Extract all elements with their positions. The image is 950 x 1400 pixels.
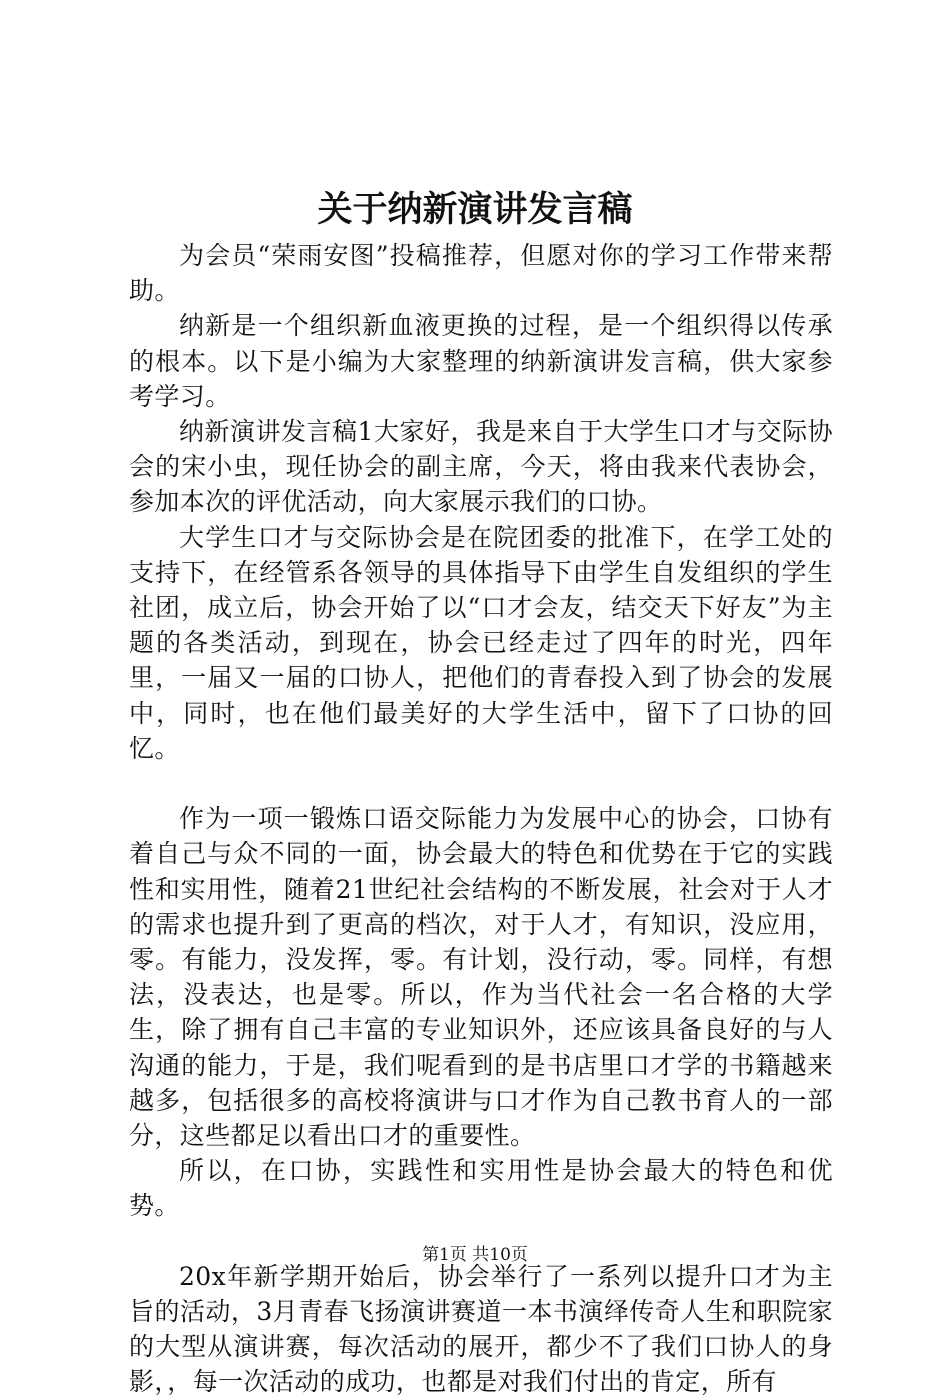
document-body	[129, 238, 833, 1400]
page-number-footer: 第1页 共10页	[422, 1245, 528, 1265]
paragraph-recommendation: 为会员“荣雨安图”投稿推荐，但愿对你的学习工作带来帮助。	[129, 241, 833, 306]
paragraph-greeting: 纳新演讲发言稿1大家好，我是来自于大学生口才与交际协会的宋小虫，现任协会的副主席，今天，将由我来代表协会，参加本次的评优活动，向大家展示我们的口协。	[129, 417, 833, 517]
paragraph-activities: 20x年新学期开始后，协会举行了一系列以提升口才为主旨的活动，3月青春飞扬演讲赛道一本书演绎传奇人生和职院家的大型从演讲赛，每次活动的展开，都少不了我们口协人的身影，，每一次活动的成功，也都是对我们付出的肯定，所有	[129, 1261, 833, 1397]
document-title: 关于纳新演讲发言稿	[317, 189, 633, 230]
paragraph-intro: 纳新是一个组织新血液更换的过程，是一个组织得以传承的根本。以下是小编为大家整理的纳新演讲发言稿，供大家参考学习。	[129, 311, 833, 411]
paragraph-conclusion: 所以，在口协，实践性和实用性是协会最大的特色和优势。	[129, 1156, 833, 1221]
paragraph-association-features: 作为一项一锻炼口语交际能力为发展中心的协会，口协有着自己与众不同的一面，协会最大的特色和优势在于它的实践性和实用性，随着21世纪社会结构的不断发展，社会对于人才的需求也提升到了更高的档次，对于人才，有知识，没应用，零。有能力，没发挥，零。有计划，没行动，零。同样，有想法，没表达，也是零。所以，作为当代社会一名合格的大学生，除了拥有自己丰富的专业知识外，还应该具备良好的与人沟通的能力，于是，我们呢看到的是书店里口才学的书籍越来越多，包括很多的高校将演讲与口才作为自己教书育人的一部分，这些都足以看出口才的重要性。	[129, 804, 833, 1151]
paragraph-association-history: 大学生口才与交际协会是在院团委的批准下，在学工处的支持下，在经管系各领导的具体指导下由学生自发组织的学生社团，成立后，协会开始了以“口才会友，结交天下好友”为主题的各类活动，到现在，协会已经走过了四年的时光，四年里，一届又一届的口协人，把他们的青春投入到了协会的发展中，同时，也在他们最美好的大学生活中，留下了口协的回忆。	[129, 522, 833, 763]
